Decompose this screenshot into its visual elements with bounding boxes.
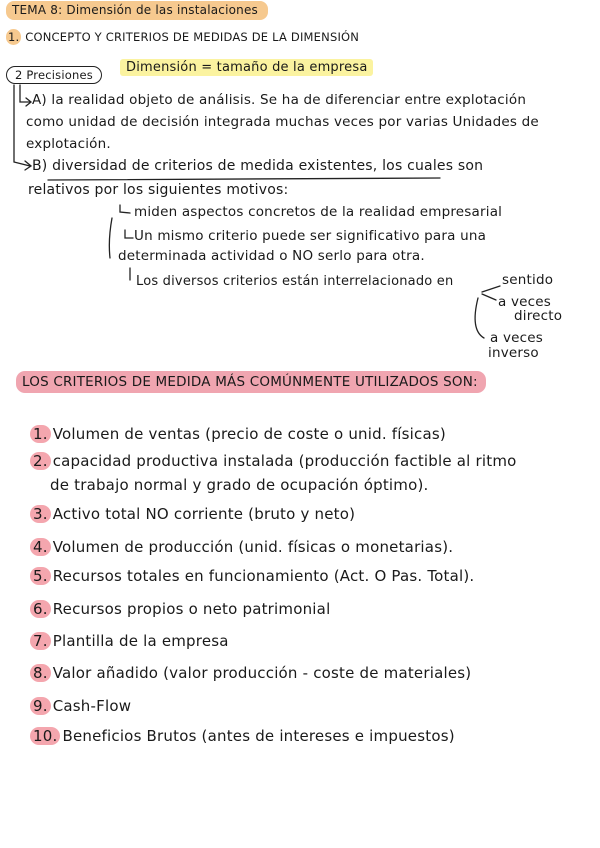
list-item-number: 2.	[30, 452, 51, 470]
reason-2-line1: Un mismo criterio puede ser significativo para una	[134, 228, 487, 244]
point-a-line3: explotación.	[26, 136, 111, 152]
list-item-number: 6.	[30, 600, 51, 618]
topic-heading	[6, 3, 268, 17]
point-a-line2: como unidad de decisión integrada muchas veces por varias Unidades de	[26, 114, 539, 130]
list-item-text: Volumen de producción (unid. físicas o monetarias).	[52, 538, 454, 556]
list-item-text: Activo total NO corriente (bruto y neto)	[52, 505, 356, 523]
list-item	[30, 727, 455, 745]
definition	[120, 60, 373, 75]
point-a-line1: A) la realidad objeto de análisis. Se ha de diferenciar entre explotación	[32, 92, 527, 108]
reason-2-line2: determinada actividad o NO serlo para otra.	[118, 248, 425, 264]
list-item	[30, 697, 131, 715]
list-item	[30, 538, 453, 556]
inverse-line1: a veces	[490, 330, 544, 346]
list-item	[30, 425, 446, 443]
list-item-number: 5.	[30, 567, 51, 585]
list-item-text: capacidad productiva instalada (producción factible al ritmo	[52, 452, 517, 470]
list-item-number: 10.	[30, 727, 60, 745]
point-b-line1: B) diversidad de criterios de medida existentes, los cuales son	[32, 158, 484, 174]
list-item-text: Cash-Flow	[52, 697, 132, 715]
criteria-title-text: LOS CRITERIOS DE MEDIDA MÁS COMÚNMENTE UTILIZADOS SON:	[16, 371, 486, 393]
list-item-number: 7.	[30, 632, 51, 650]
definition-text: Dimensión = tamaño de la empresa	[120, 59, 373, 76]
sense-label: sentido	[502, 272, 554, 288]
inverse-line2: inverso	[488, 345, 539, 361]
list-item	[30, 567, 474, 585]
list-item	[30, 632, 229, 650]
list-item-text: Volumen de ventas (precio de coste o unid. físicas)	[52, 425, 446, 443]
list-item	[30, 452, 517, 470]
list-item-text: Plantilla de la empresa	[52, 632, 229, 650]
list-item-text: Recursos propios o neto patrimonial	[52, 600, 331, 618]
precisiones-label: 2 Precisiones	[6, 66, 102, 84]
topic-label: TEMA 8: Dimensión de las instalaciones	[6, 1, 268, 20]
section-title: CONCEPTO Y CRITERIOS DE MEDIDAS DE LA DIMENSIÓN	[25, 30, 360, 44]
list-item	[30, 600, 330, 618]
list-item-number: 8.	[30, 664, 51, 682]
section-heading	[6, 30, 359, 44]
section-number: 1.	[8, 30, 20, 44]
reason-3: Los diversos criterios están interrelacionado en	[136, 274, 454, 289]
list-item-text: Beneficios Brutos (antes de intereses e impuestos)	[62, 727, 455, 745]
list-item-number: 4.	[30, 538, 51, 556]
list-item-text: Valor añadido (valor producción - coste de materiales)	[52, 664, 472, 682]
criteria-title	[16, 374, 486, 390]
reason-1: miden aspectos concretos de la realidad empresarial	[134, 204, 503, 220]
list-item-number: 1.	[30, 425, 51, 443]
list-item-number: 3.	[30, 505, 51, 523]
direct-line1: a veces	[498, 294, 552, 310]
point-b-line2: relativos por los siguientes motivos:	[28, 182, 289, 198]
list-item-continuation: de trabajo normal y grado de ocupación óptimo).	[50, 476, 429, 494]
list-item	[30, 505, 355, 523]
direct-line2: directo	[514, 308, 563, 324]
list-item-number: 9.	[30, 697, 51, 715]
list-item	[30, 664, 471, 682]
list-item-text: Recursos totales en funcionamiento (Act. O Pas. Total).	[52, 567, 475, 585]
